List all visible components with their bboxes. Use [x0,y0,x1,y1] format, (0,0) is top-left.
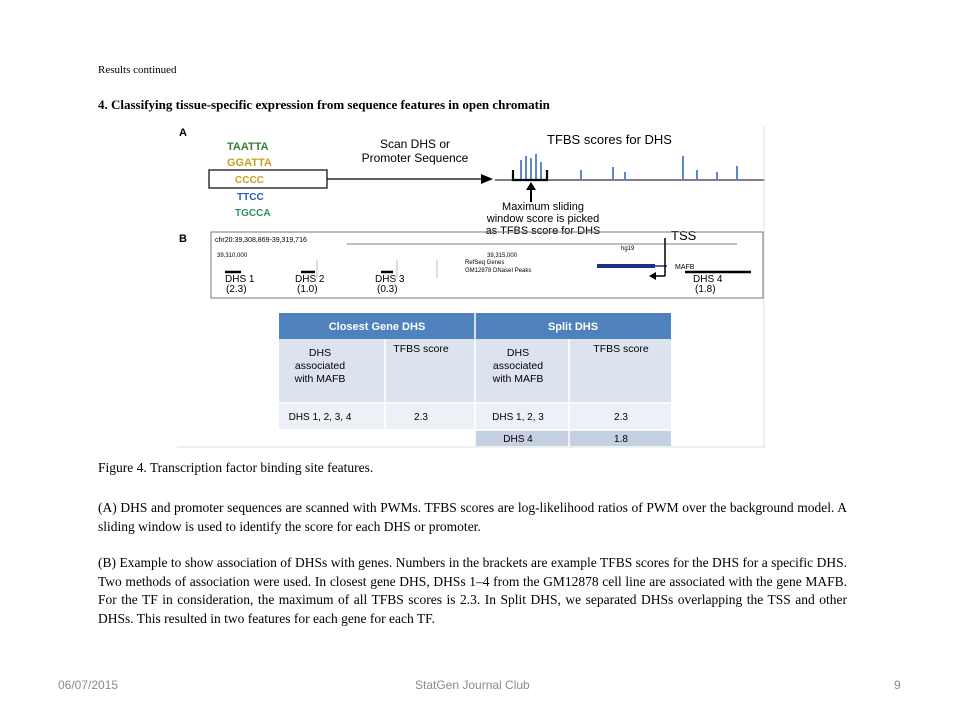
cell-closest-score: 2.3 [414,412,428,423]
arrow-up-icon [526,182,536,190]
col-header-dhs-3: with MAFB [492,373,544,385]
dhs-3-score: (0.3) [377,284,398,295]
dhs-4-score: (1.8) [695,284,716,295]
col-header-dhs-2: associated [492,360,544,372]
pos-left: 39,310,000 [217,253,248,259]
dhs-2-name: DHS 2 [295,274,325,285]
motif-logo: TAATTA [227,141,269,153]
association-table [279,313,671,446]
group-header-split: Split DHS [547,321,599,333]
panel-b-label: B [179,233,187,245]
caption-paragraph-b: (B) Example to show association of DHSs with genes. Numbers in the brackets are example TFBS scores for the DHS for a specific DHS. Two methods of association were used. In closest gene DHS, DHSs 1–4 from the GM12878 cell line are associated with the gene MAFB. For the TF in consideration, the maximum of all TFBS scores is 2.3. In Split DHS, we separated DHSs overlapping the TSS and other DHSs. This resulted in two features for each gene for each TF. [98,555,847,626]
results-continued-label: Results continued [98,64,177,76]
dhs-4-name: DHS 4 [693,274,723,285]
tfbs-score-bars [521,154,737,180]
note-line1: Maximum sliding [502,201,584,213]
motif-logo: GGATTA [227,157,272,169]
figure-4 [177,126,765,448]
scores-title: TFBS scores for DHS [547,132,672,147]
arrow-head-icon [481,174,493,184]
arrow-text-line1: Scan DHS or [379,137,451,151]
assembly-label: hg19 [621,246,635,252]
cell-split-dhs: DHS 1, 2, 3 [492,412,544,423]
motif-logo: TTCC [237,192,264,203]
cell-split-score4: 1.8 [614,434,628,445]
cell-closest-dhs: DHS 1, 2, 3, 4 [288,412,352,423]
section-heading: 4. Classifying tissue-specific expression from sequence features in open chromatin [98,97,550,112]
cell-split-dhs4: DHS 4 [503,434,533,445]
dhs-1-score: (2.3) [226,284,247,295]
caption-paragraph-a: (A) DHS and promoter sequences are scanned with PWMs. TFBS scores are log-likelihood ratios of PWM over the background model. A sliding window is used to identify the score for each DHS or promoter. [98,500,847,534]
col-header-dhs-2: associated [294,360,346,372]
col-header-dhs-1: DHS [506,347,530,359]
panel-a-label: A [179,127,187,139]
selected-motif-box [209,170,327,188]
arrow-text-line2: Promoter Sequence [361,151,469,165]
gene-track-label: MAFB [675,264,695,271]
track-dnase: GM12878 DNaseI Peaks [465,268,532,274]
col-header-score: TFBS score [393,343,449,355]
cell-split-score: 2.3 [614,412,628,423]
motif-logo: TGCCA [235,208,271,219]
note-line2: window score is picked [486,213,600,225]
dhs-3-name: DHS 3 [375,274,405,285]
footer-page-number: 9 [894,678,901,692]
footer-date: 06/07/2015 [58,678,119,692]
motif-logos [209,141,327,219]
tss-arrow-icon [649,272,656,280]
col-header-dhs-3: with MAFB [294,373,346,385]
figure-caption-title: Figure 4. Transcription factor binding site features. [98,460,374,475]
note-line3: as TFBS score for DHS [485,225,601,237]
track-refseq: RefSeq Genes [465,260,505,266]
dhs-1-name: DHS 1 [225,274,255,285]
group-header-closest: Closest Gene DHS [328,321,426,333]
genome-coords: chr20:39,308,869-39,319,716 [215,237,307,244]
col-header-dhs-1: DHS [308,347,332,359]
tss-label: TSS [671,228,697,243]
col-header-score: TFBS score [593,343,649,355]
motif-logo: CCCC [235,175,264,186]
pos-mid: 39,315,000 [487,253,518,259]
footer-title: StatGen Journal Club [415,678,530,692]
figure-4-graphic [177,126,765,448]
dhs-2-score: (1.0) [297,284,318,295]
